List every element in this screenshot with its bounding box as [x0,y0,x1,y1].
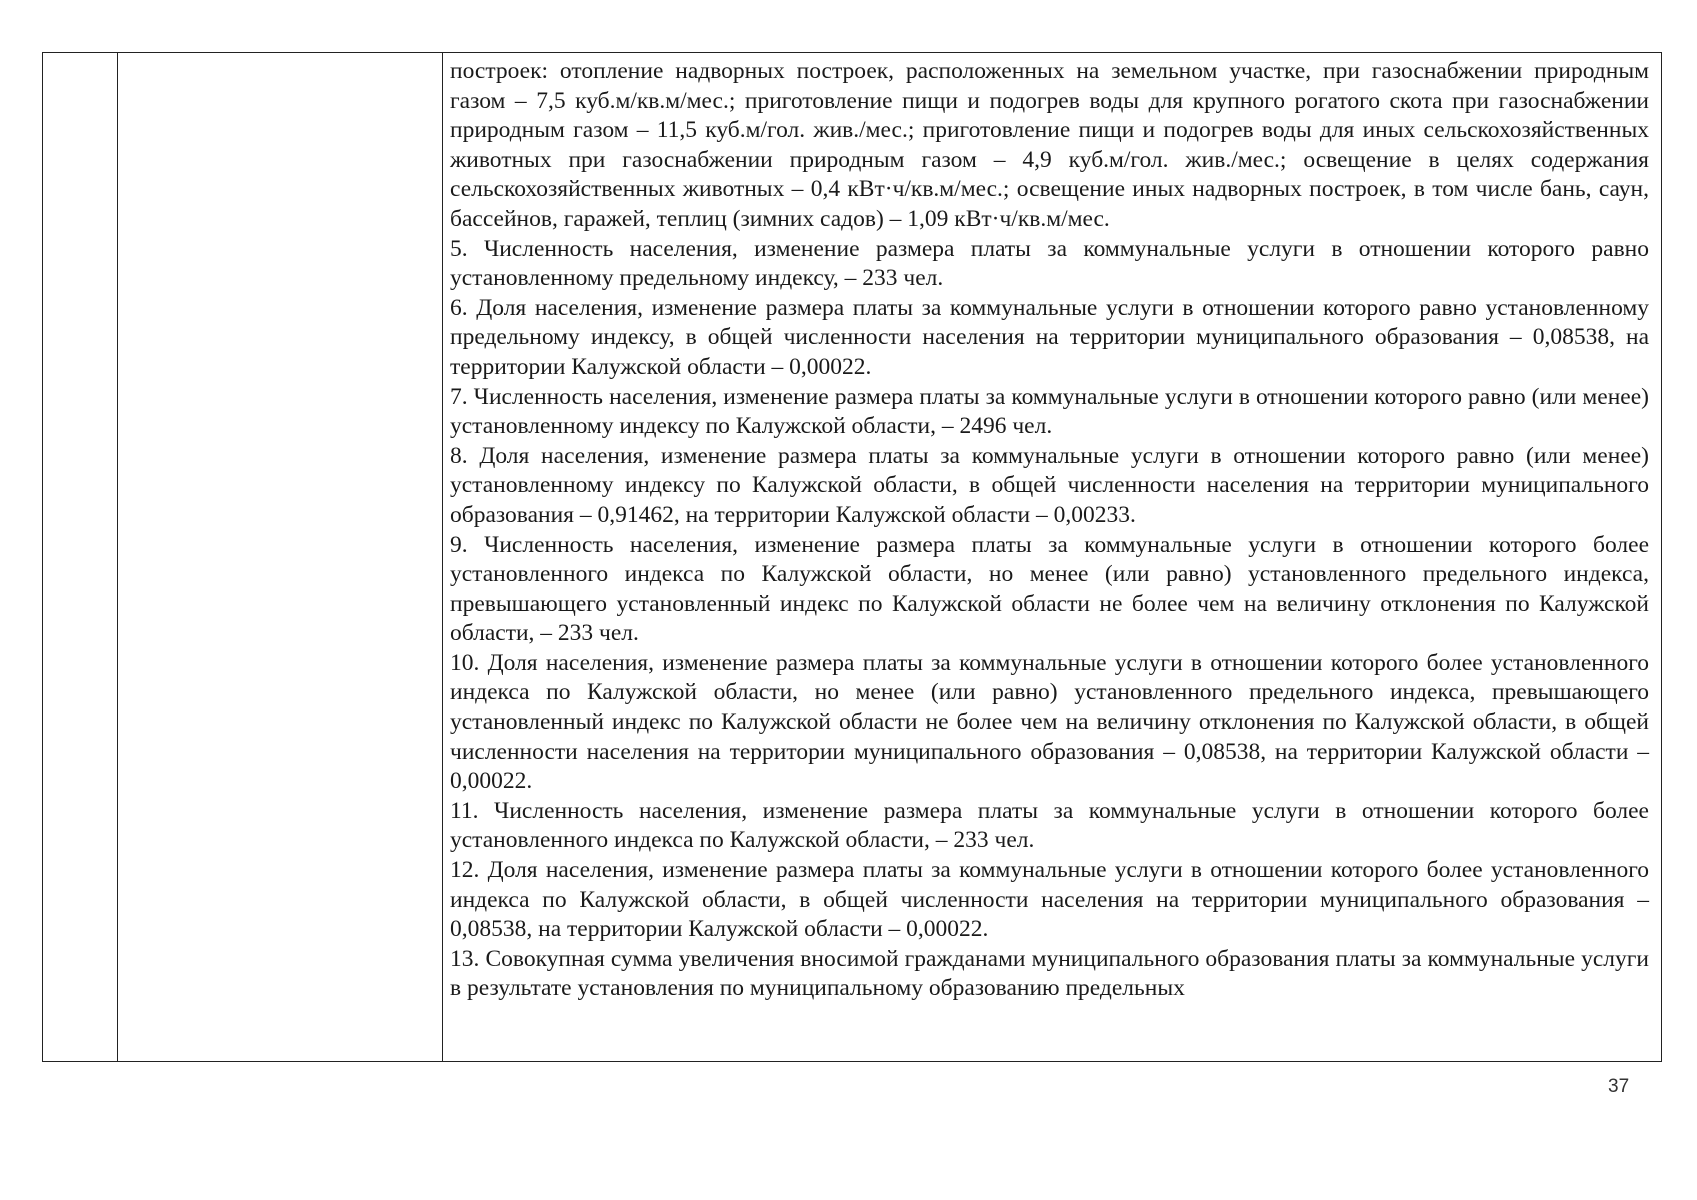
table-column-content [443,53,1661,1061]
table-column-number [43,53,118,1061]
content-paragraph: 10. Доля населения, изменение размера платы за коммунальные услуги в отношении которого более установленного индекса по Калужской области, но менее (или равно) установленного предельного индекса, превышающего установленный индекс по Калужской области не более чем на величину отклонения по Калужской области, в общей численности населения на территории муниципального образования – 0,08538, на территории Калужской области – 0,00022. [450,649,1649,795]
content-paragraph: 7. Численность населения, изменение размера платы за коммунальные услуги в отношении которого равно (или менее) установленному индексу по Калужской области, – 2496 чел. [450,383,1649,440]
content-paragraph: 12. Доля населения, изменение размера платы за коммунальные услуги в отношении которого более установленного индекса по Калужской области, в общей численности населения на территории муниципального образования – 0,08538, на территории Калужской области – 0,00022. [450,857,1649,943]
page-number: 37 [1608,1076,1630,1097]
document-table [42,52,1662,1062]
content-paragraph: 11. Численность населения, изменение размера платы за коммунальные услуги в отношении которого более установленного индекса по Калужской области, – 233 чел. [450,797,1649,854]
content-paragraph: 9. Численность населения, изменение размера платы за коммунальные услуги в отношении которого более установленного индекса по Калужской области, но менее (или равно) установленного предельного индекса, превышающего установленный индекс по Калужской области не более чем на величину отклонения по Калужской области, – 233 чел. [450,531,1649,647]
content-paragraph: 8. Доля населения, изменение размера платы за коммунальные услуги в отношении которого равно (или менее) установленному индексу по Калужской области, в общей численности населения на территории муниципального образования – 0,91462, на территории Калужской области – 0,00233. [450,442,1649,528]
content-paragraph: 5. Численность населения, изменение размера платы за коммунальные услуги в отношении которого равно установленному предельному индексу, – 233 чел. [450,235,1649,292]
content-paragraph: построек: отопление надворных построек, расположенных на земельном участке, при газоснабжении природным газом – 7,5 куб.м/кв.м/мес.; приготовление пищи и подогрев воды для крупного рогатого скота при газоснабжении природным газом – 11,5 куб.м/гол. жив./мес.; приготовление пищи и подогрев воды для иных сельскохозяйственных животных при газоснабжении природным газом – 4,9 куб.м/гол. жив./мес.; освещение в целях содержания сельскохозяйственных животных – 0,4 кВт·ч/кв.м/мес.; освещение иных надворных построек, в том числе бань, саун, бассейнов, гаражей, теплиц (зимних садов) – 1,09 кВт·ч/кв.м/мес. [450,58,1649,232]
table-column-name [118,53,443,1061]
content-paragraph: 13. Совокупная сумма увеличения вносимой гражданами муниципального образования платы за коммунальные услуги в результате установления по муниципальному образованию предельных [450,945,1649,1002]
content-paragraph: 6. Доля населения, изменение размера платы за коммунальные услуги в отношении которого равно установленному предельному индексу, в общей численности населения на территории муниципального образования – 0,08538, на территории Калужской области – 0,00022. [450,294,1649,380]
